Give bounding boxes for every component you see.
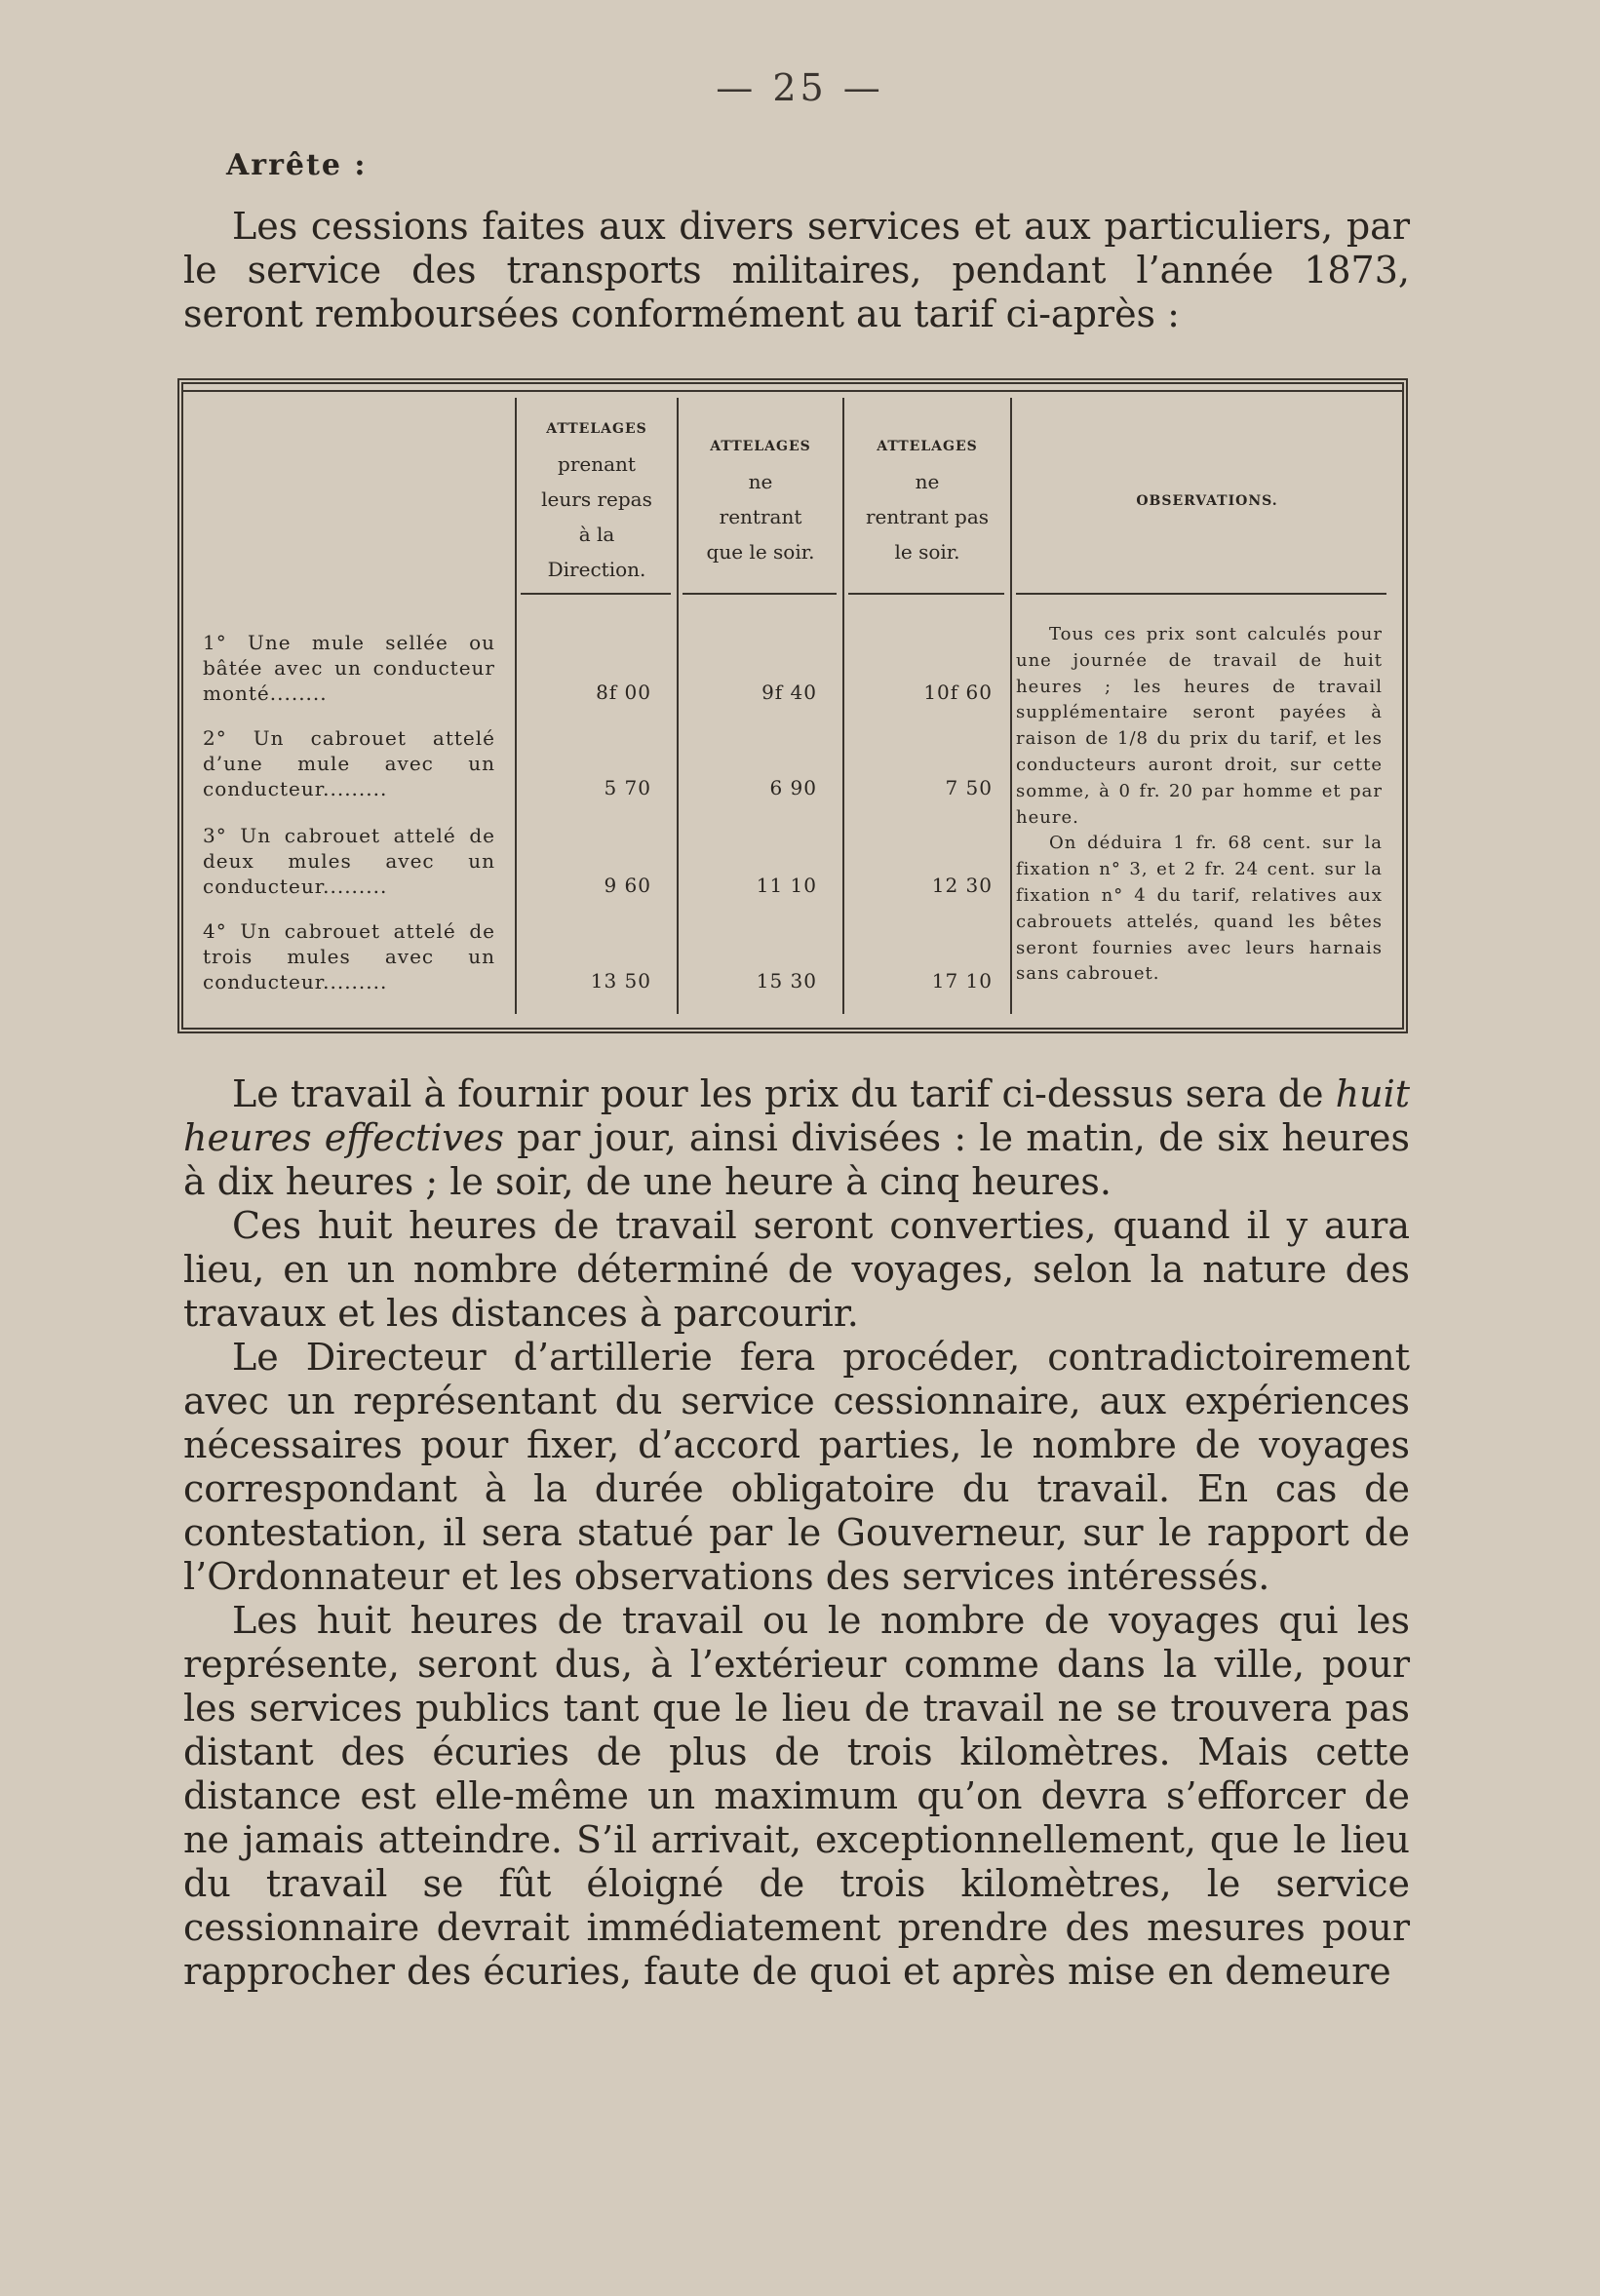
table-top-rule [183, 390, 1402, 392]
paragraph-1: Le travail à fournir pour les prix du tarif ci-dessus sera de huit heures effectives par jour, ainsi divisées : le matin, de six heures à dix heures ; le soir, de une heure à cinq heures. [183, 1072, 1410, 1203]
tariff-table [177, 378, 1408, 1033]
header-col-3: ATTELAGES ne rentrant pas le soir. [865, 439, 990, 564]
value-cell: 6 90 [769, 776, 817, 799]
paragraph-2: Ces huit heures de travail seront converties, quand il y aura lieu, en un nombre déterminé de voyages, selon la nature des travaux et les distances à parcourir. [183, 1204, 1410, 1335]
value-cell: 9f 40 [761, 681, 817, 704]
value-cell: 17 10 [931, 969, 993, 992]
header-rule [848, 593, 1004, 595]
value-cell: 13 50 [590, 969, 651, 992]
value-cell: 9 60 [604, 874, 651, 897]
value-cell: 8f 00 [596, 681, 651, 704]
header-col-2: ATTELAGES ne rentrant que le soir. [706, 439, 815, 564]
paragraph-3: Le Directeur d’artillerie fera procéder, contradictoirement avec un représentant du service cessionnaire, aux expériences nécessaires pour fixer, d’accord parties, le nombre de voyages correspondant à la durée obligatoire du travail. En cas de contestation, il sera statué par le Gouverneur, sur le rapport de l’Ordonnateur et les observations des services intéressés. [183, 1336, 1410, 1598]
header-observations: OBSERVATIONS. [1136, 493, 1278, 509]
observations-text: Tous ces prix sont calculés pour une journée de travail de huit heures ; les heures de travail supplémentaire seront payées à raison de 1/8 du prix du tarif, et les conducteurs auront droit, sur cette somme, à 0 fr. 20 par homme et par heure. On déduira 1 fr. 68 cent. sur la fixation n° 3, et 2 fr. 24 cent. sur la fixation n° 4 du tarif, relatives aux cabrouets attelés, quand les bêtes seront fournies avec leurs harnais sans cabrouet. [1016, 624, 1383, 985]
value-cell: 11 10 [756, 874, 817, 897]
paragraph-4: Les huit heures de travail ou le nombre de voyages qui les représente, seront dus, à l’extérieur comme dans la ville, pour les services publics tant que le lieu de travail ne se trouvera pas distant des écuries de plus de trois kilomètres. Mais cette distance est elle-même un maximum qu’on devra s’efforcer de ne jamais atteindre. S’il arrivait, exceptionnellement, que le lieu du travail se fût éloigné de trois kilomètres, le service cessionnaire devrait immédiatement prendre des mesures pour rapprocher des écuries, faute de quoi et après mise en demeure [183, 1599, 1410, 1993]
row-label-2: 2° Un cabrouet attelé d’une mule avec un conducteur......... [203, 726, 495, 800]
page-number: — 25 — [716, 66, 884, 109]
value-cell: 15 30 [756, 969, 817, 992]
row-label-3: 3° Un cabrouet attelé de deux mules avec un conducteur......... [203, 824, 495, 898]
row-label-1: 1° Une mule sellée ou bâtée avec un conducteur monté........ [203, 631, 495, 705]
header-rule [521, 593, 671, 595]
value-cell: 12 30 [931, 874, 993, 897]
row-label-4: 4° Un cabrouet attelé de trois mules avec un conducteur......... [203, 919, 495, 993]
value-cell: 7 50 [945, 776, 993, 799]
value-cell: 5 70 [604, 776, 651, 799]
header-col-1: ATTELAGES prenant leurs repas à la Direction. [541, 421, 652, 581]
header-rule [683, 593, 837, 595]
header-rule [1016, 593, 1386, 595]
section-heading: Arrête : [226, 148, 368, 182]
value-cell: 10f 60 [923, 681, 993, 704]
intro-paragraph: Les cessions faites aux divers services et aux particuliers, par le service des transports militaires, pendant l’année 1873, seront remboursées conformément au tarif ci-après : [183, 205, 1410, 335]
